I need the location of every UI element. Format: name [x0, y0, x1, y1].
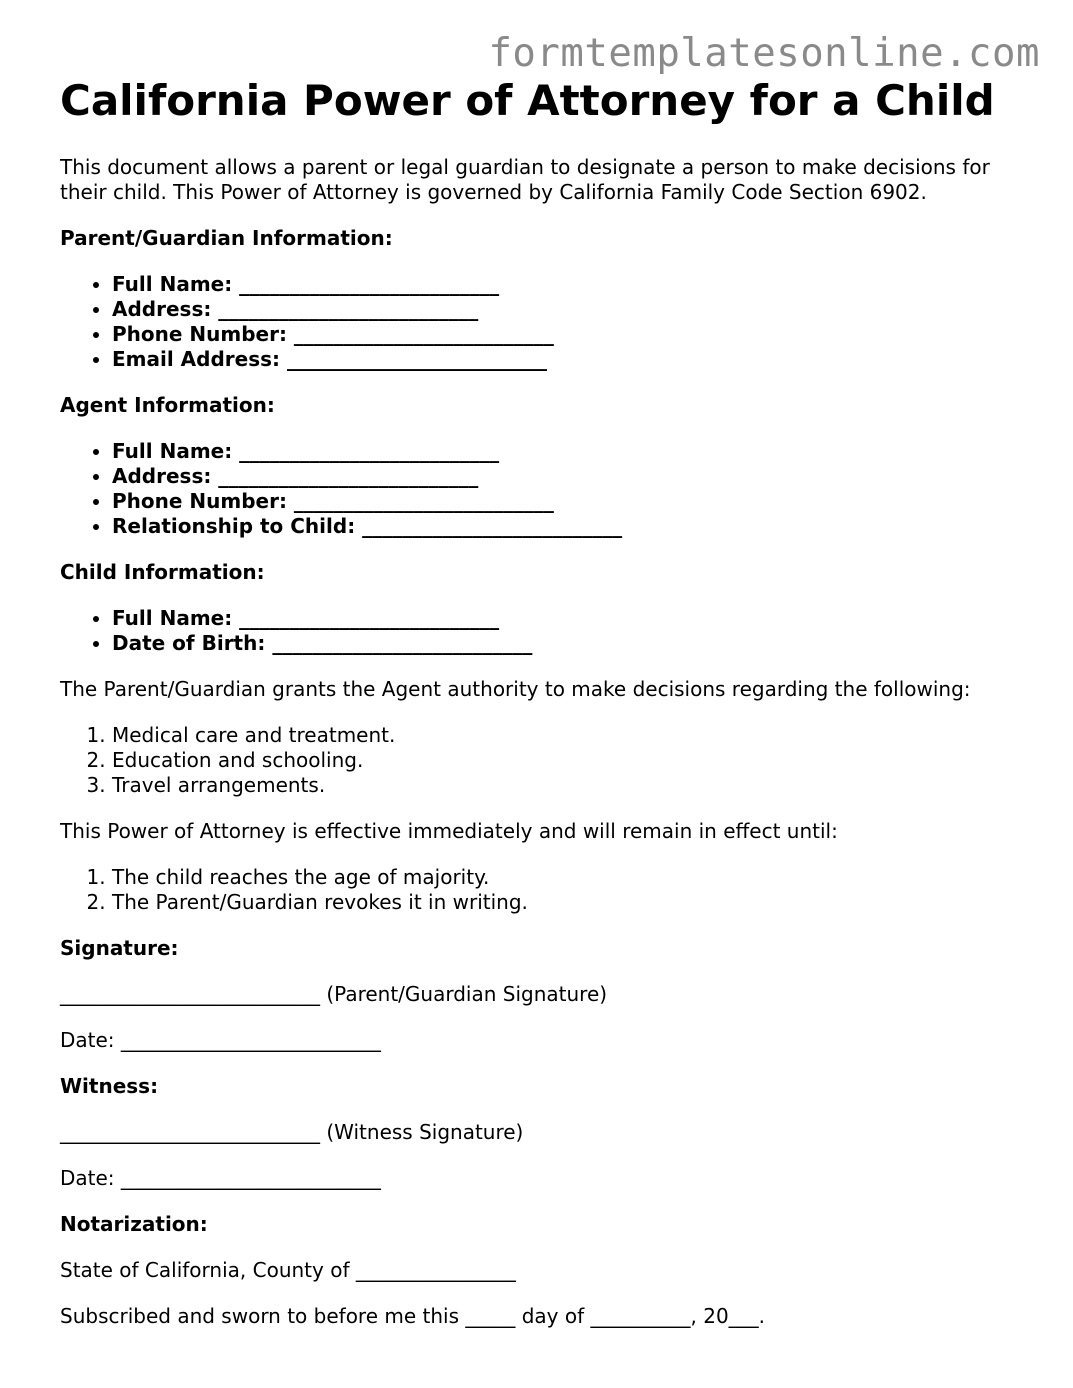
child-full-name-field: • Full Name: __________________________ — [112, 606, 1035, 631]
notarization-heading: Notarization: — [60, 1212, 208, 1236]
agent-relationship-field: • Relationship to Child: __________________________ — [112, 514, 1035, 539]
child-fields — [60, 606, 1035, 656]
agent-address-field: • Address: __________________________ — [112, 464, 1035, 489]
authority-paragraph: The Parent/Guardian grants the Agent authority to make decisions regarding the following: — [60, 677, 971, 701]
duration-paragraph: This Power of Attorney is effective immediately and will remain in effect until: — [60, 819, 838, 843]
witness-signature-date: Date: __________________________ — [60, 1166, 381, 1190]
document — [60, 76, 1035, 1329]
child-heading: Child Information: — [60, 560, 265, 584]
intro-paragraph: This document allows a parent or legal guardian to designate a person to make decisions for their child. This Power of Attorney is governed by California Family Code Section 6902. — [60, 155, 990, 204]
agent-phone-field: • Phone Number: __________________________ — [112, 489, 1035, 514]
authority-item: 2. Education and schooling. — [112, 748, 1035, 773]
parent-signature-line: __________________________ (Parent/Guardian Signature) — [60, 982, 608, 1006]
parent-signature-date: Date: __________________________ — [60, 1028, 381, 1052]
agent-heading: Agent Information: — [60, 393, 275, 417]
notarization-county: State of California, County of ________________ — [60, 1258, 516, 1282]
witness-heading: Witness: — [60, 1074, 159, 1098]
parent-phone-field: • Phone Number: __________________________ — [112, 322, 1035, 347]
duration-item: 1. The child reaches the age of majority. — [112, 865, 1035, 890]
agent-fields — [60, 439, 1035, 539]
parent-fields — [60, 272, 1035, 372]
parent-email-field: • Email Address: __________________________ — [112, 347, 1035, 372]
authority-list — [60, 723, 1035, 798]
parent-heading: Parent/Guardian Information: — [60, 226, 393, 250]
duration-item: 2. The Parent/Guardian revokes it in writing. — [112, 890, 1035, 915]
duration-list — [60, 865, 1035, 915]
signature-heading: Signature: — [60, 936, 179, 960]
notarization-sworn: Subscribed and sworn to before me this _____ day of __________, 20___. — [60, 1304, 766, 1328]
authority-item: 3. Travel arrangements. — [112, 773, 1035, 798]
page-title: California Power of Attorney for a Child — [60, 76, 995, 125]
agent-full-name-field: • Full Name: __________________________ — [112, 439, 1035, 464]
parent-full-name-field: • Full Name: __________________________ — [112, 272, 1035, 297]
watermark: formtemplatesonline.com — [488, 31, 1040, 76]
child-dob-field: • Date of Birth: __________________________ — [112, 631, 1035, 656]
witness-signature-line: __________________________ (Witness Signature) — [60, 1120, 524, 1144]
authority-item: 1. Medical care and treatment. — [112, 723, 1035, 748]
parent-address-field: • Address: __________________________ — [112, 297, 1035, 322]
